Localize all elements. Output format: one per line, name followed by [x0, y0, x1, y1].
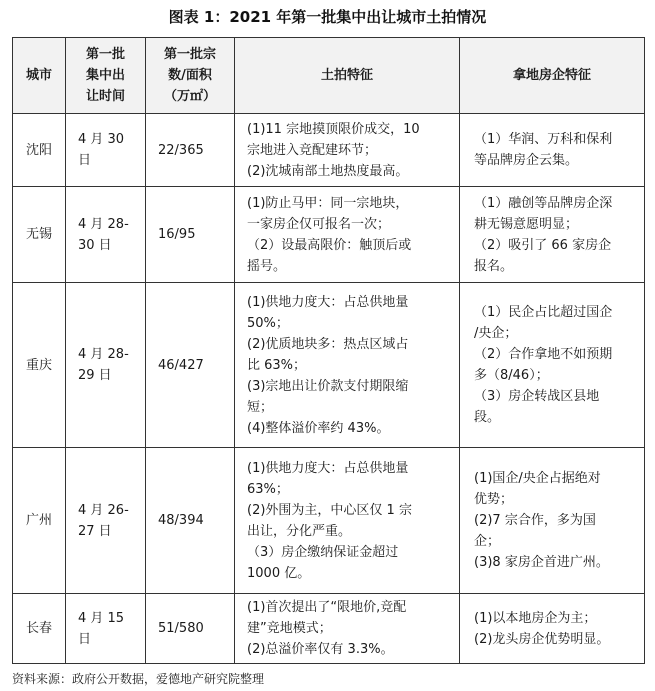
count-area-cell: 51/580 — [146, 594, 235, 664]
time-cell: 4 月 15 日 — [66, 594, 146, 664]
feature-cell: (1)11 宗地摸顶限价成交，10 宗地进入竞配建环节； (2)沈城南部土地热度最高。 — [235, 114, 460, 187]
table-row — [13, 187, 645, 283]
table-row — [13, 448, 645, 594]
time-cell: 4 月 30 日 — [66, 114, 146, 187]
feature-cell: (1)防止马甲：同一宗地块， 一家房企仅可报名一次； （2）设最高限价：触顶后或 摇号。 — [235, 187, 460, 283]
city-cell: 广州 — [13, 448, 66, 594]
table-row — [13, 283, 645, 448]
header-city: 城市 — [13, 38, 66, 114]
header-row — [13, 38, 645, 114]
feature-cell: (1)供地力度大：占总供地量 50%； (2)优质地块多：热点区域占 比 63%； (3)宗地出让价款支付期限缩 短； (4)整体溢价率约 43%。 — [235, 283, 460, 448]
company-cell: （1）民企占比超过国企 /央企； （2）合作拿地不如预期 多（8/46）； （3）房企转战区县地 段。 — [460, 283, 645, 448]
city-cell: 无锡 — [13, 187, 66, 283]
header-feature: 土拍特征 — [235, 38, 460, 114]
source-note: 资料来源：政府公开数据，爱德地产研究院整理 — [12, 672, 265, 686]
count-area-cell: 22/365 — [146, 114, 235, 187]
table-title: 图表 1：2021 年第一批集中出让城市土拍情况 — [168, 8, 487, 26]
time-cell: 4 月 28- 30 日 — [66, 187, 146, 283]
header-count-area: 第一批宗 数/面积 （万㎡） — [146, 38, 235, 114]
table-row — [13, 114, 645, 187]
count-area-cell: 46/427 — [146, 283, 235, 448]
land-auction-table — [12, 37, 645, 664]
company-cell: （1）华润、万科和保利 等品牌房企云集。 — [460, 114, 645, 187]
company-cell: (1)以本地房企为主； (2)龙头房企优势明显。 — [460, 594, 645, 664]
city-cell: 重庆 — [13, 283, 66, 448]
city-cell: 沈阳 — [13, 114, 66, 187]
count-area-cell: 48/394 — [146, 448, 235, 594]
count-area-cell: 16/95 — [146, 187, 235, 283]
feature-cell: (1)首次提出了“限地价,竞配 建”竞地模式； (2)总溢价率仅有 3.3%。 — [235, 594, 460, 664]
company-cell: (1)国企/央企占据绝对 优势； (2)7 宗合作，多为国 企； (3)8 家房企首进广州。 — [460, 448, 645, 594]
city-cell: 长春 — [13, 594, 66, 664]
time-cell: 4 月 26- 27 日 — [66, 448, 146, 594]
header-time: 第一批 集中出 让时间 — [66, 38, 146, 114]
header-company: 拿地房企特征 — [460, 38, 645, 114]
table-row — [13, 594, 645, 664]
feature-cell: (1)供地力度大：占总供地量 63%； (2)外围为主，中心区仅 1 宗 出让，分化严重。 （3）房企缴纳保证金超过 1000 亿。 — [235, 448, 460, 594]
time-cell: 4 月 28- 29 日 — [66, 283, 146, 448]
company-cell: （1）融创等品牌房企深 耕无锡意愿明显； （2）吸引了 66 家房企 报名。 — [460, 187, 645, 283]
